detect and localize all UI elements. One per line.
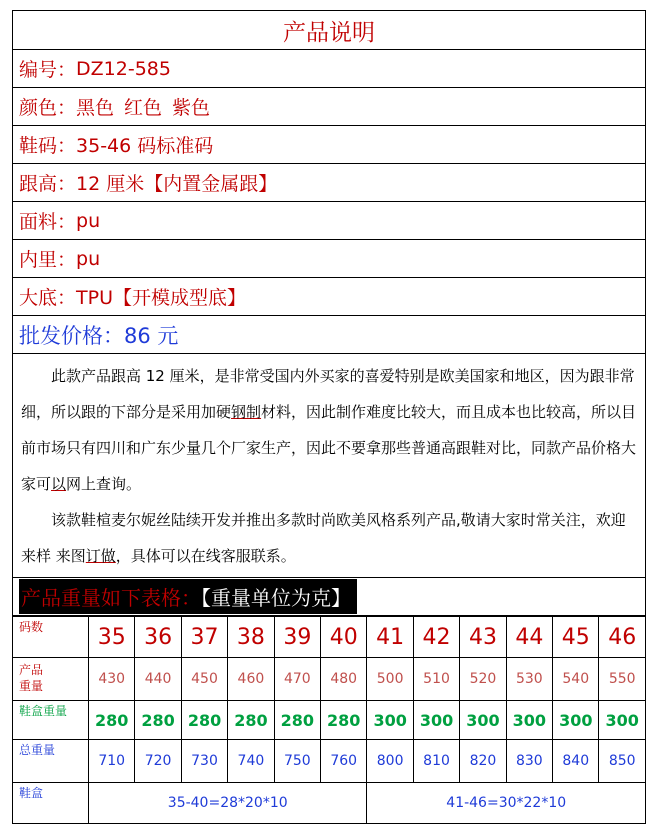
row-label-product-weight: 产品 重量: [13, 658, 89, 701]
spec-size: [12, 126, 646, 164]
total-weight-cell: 710: [89, 740, 135, 783]
product-sheet: [12, 10, 646, 824]
spec-value: 黑色: [76, 97, 115, 119]
box-weight-cell: 280: [228, 701, 274, 740]
product-weight-cell: 530: [506, 658, 552, 701]
row-label-total-weight: 总重量: [13, 740, 89, 783]
spec-label: 大底：: [19, 287, 77, 309]
product-weight-cell: 550: [599, 658, 646, 701]
weight-title-banner: 产品重量如下表格：【重量单位为克】: [19, 579, 357, 614]
wholesale-price: [12, 316, 646, 354]
spec-value: 红色: [124, 97, 163, 119]
box-weight-cell: 300: [553, 701, 599, 740]
box-dimension-small: 35-40=28*20*10: [89, 783, 367, 824]
spec-value: DZ12-585: [76, 57, 171, 80]
row-label-box-dimensions: 鞋盒: [13, 783, 89, 824]
size-cell: 45: [553, 617, 599, 658]
total-weight-cell: 760: [321, 740, 367, 783]
product-weight-cell: 460: [228, 658, 274, 701]
size-cell: 40: [321, 617, 367, 658]
total-weight-cell: 820: [460, 740, 506, 783]
box-weight-cell: 300: [413, 701, 459, 740]
total-weight-cell: 810: [413, 740, 459, 783]
weight-table: [12, 616, 646, 824]
row-label-size: 码数: [13, 617, 89, 658]
box-weight-cell: 280: [274, 701, 320, 740]
total-weight-cell: 750: [274, 740, 320, 783]
box-dimension-large: 41-46=30*22*10: [367, 783, 646, 824]
size-cell: 44: [506, 617, 552, 658]
spec-label: 面料：: [19, 211, 77, 233]
spec-upper: [12, 202, 646, 240]
total-weight-cell: 850: [599, 740, 646, 783]
size-cell: 43: [460, 617, 506, 658]
box-weight-cell: 300: [367, 701, 413, 740]
spec-label: 跟高：: [19, 173, 77, 195]
total-weight-cell: 720: [135, 740, 181, 783]
table-row-box-dimensions: [13, 783, 646, 824]
total-weight-cell: 800: [367, 740, 413, 783]
spec-label: 颜色：: [19, 97, 77, 119]
size-cell: 46: [599, 617, 646, 658]
product-weight-cell: 520: [460, 658, 506, 701]
weight-section-title: [12, 578, 646, 616]
box-weight-cell: 280: [135, 701, 181, 740]
row-label-box-weight: 鞋盒重量: [13, 701, 89, 740]
product-weight-cell: 470: [274, 658, 320, 701]
table-row-size: [13, 617, 646, 658]
spec-sole: [12, 278, 646, 316]
spec-value: TPU【开模成型底】: [76, 287, 246, 309]
spec-heel: [12, 164, 646, 202]
box-weight-cell: 300: [460, 701, 506, 740]
spec-lining: [12, 240, 646, 278]
description-paragraph: 此款产品跟高 12 厘米，是非常受国内外买家的喜爱特别是欧美国家和地区，因为跟非常细，所以跟的下部分是采用加硬钢制材料，因此制作难度比较大，而且成本也比较高，所以目前市场只有四川和广东少量几个厂家生产，因此不要拿那些普通高跟鞋对比，同款产品价格大家可以网上查询。: [21, 367, 637, 493]
product-weight-cell: 450: [181, 658, 227, 701]
spec-label: 内里：: [19, 249, 77, 271]
box-weight-cell: 280: [321, 701, 367, 740]
page-title: 产品说明: [12, 10, 646, 50]
table-row-box-weight: [13, 701, 646, 740]
size-cell: 38: [228, 617, 274, 658]
box-weight-cell: 300: [599, 701, 646, 740]
total-weight-cell: 730: [181, 740, 227, 783]
spec-code: [12, 50, 646, 88]
product-weight-cell: 510: [413, 658, 459, 701]
product-weight-cell: 480: [321, 658, 367, 701]
price-label: 批发价格：: [19, 323, 124, 348]
total-weight-cell: 840: [553, 740, 599, 783]
description-paragraph: 该款鞋楦麦尔妮丝陆续开发并推出多款时尚欧美风格系列产品,敬请大家时常关注，欢迎来样 来图订做，具体可以在线客服联系。: [21, 511, 626, 565]
product-weight-cell: 540: [553, 658, 599, 701]
total-weight-cell: 740: [228, 740, 274, 783]
box-weight-cell: 280: [89, 701, 135, 740]
size-cell: 39: [274, 617, 320, 658]
product-description: [12, 354, 646, 578]
spec-label: 编号：: [19, 59, 77, 81]
size-cell: 42: [413, 617, 459, 658]
product-weight-cell: 440: [135, 658, 181, 701]
spec-value: pu: [76, 247, 101, 270]
size-cell: 37: [181, 617, 227, 658]
spec-value: 35-46 码标准码: [76, 135, 214, 157]
table-row-product-weight: [13, 658, 646, 701]
total-weight-cell: 830: [506, 740, 552, 783]
table-row-total-weight: [13, 740, 646, 783]
spec-color: [12, 88, 646, 126]
box-weight-cell: 280: [181, 701, 227, 740]
size-cell: 36: [135, 617, 181, 658]
spec-value: 12 厘米【内置金属跟】: [76, 173, 278, 195]
size-cell: 35: [89, 617, 135, 658]
box-weight-cell: 300: [506, 701, 552, 740]
product-weight-cell: 430: [89, 658, 135, 701]
product-weight-cell: 500: [367, 658, 413, 701]
spec-value: pu: [76, 209, 101, 232]
price-value: 86 元: [124, 323, 179, 348]
spec-value: 紫色: [172, 97, 211, 119]
spec-label: 鞋码：: [19, 135, 77, 157]
size-cell: 41: [367, 617, 413, 658]
